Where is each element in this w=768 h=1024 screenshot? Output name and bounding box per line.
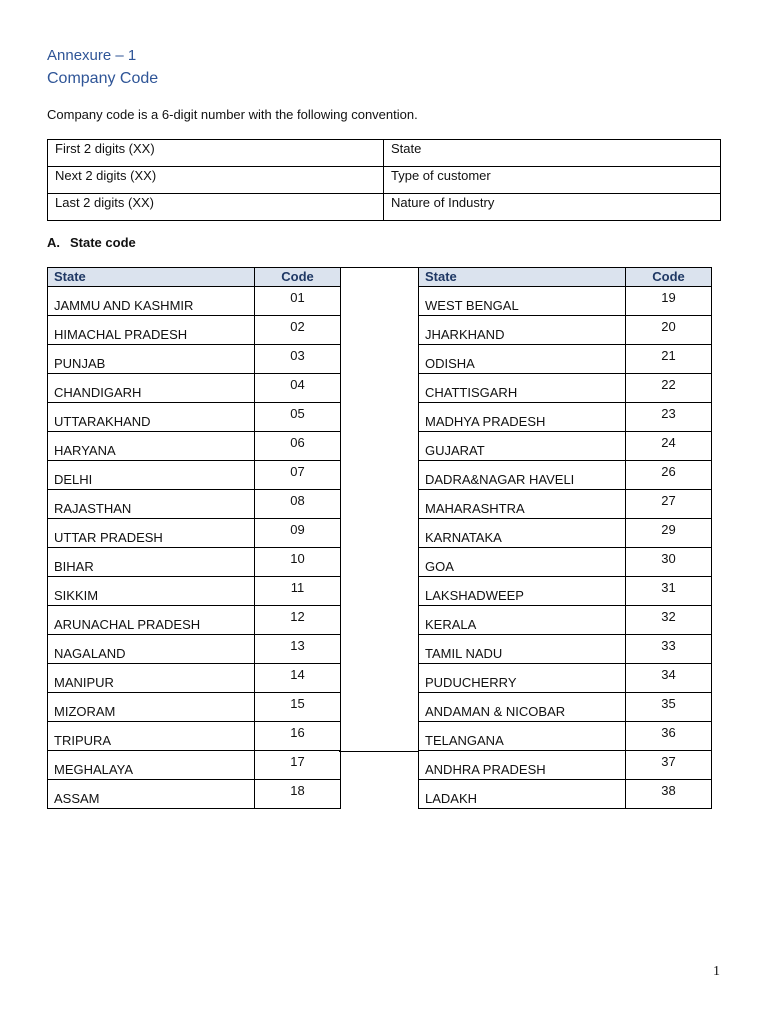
state-code-cell: 05 bbox=[255, 403, 341, 432]
state-name-cell: SIKKIM bbox=[48, 577, 255, 606]
state-code-cell: 16 bbox=[255, 722, 341, 751]
state-row bbox=[48, 316, 341, 345]
state-column-header: State bbox=[419, 268, 626, 287]
page-title: Company Code bbox=[47, 70, 159, 87]
state-row bbox=[48, 490, 341, 519]
state-row bbox=[419, 345, 712, 374]
state-row bbox=[48, 664, 341, 693]
state-code-cell: 20 bbox=[626, 316, 712, 345]
state-row bbox=[419, 751, 712, 780]
state-name-cell: BIHAR bbox=[48, 548, 255, 577]
state-name-cell: JAMMU AND KASHMIR bbox=[48, 287, 255, 316]
state-row bbox=[419, 403, 712, 432]
state-name-cell: MANIPUR bbox=[48, 664, 255, 693]
annexure-label: Annexure – 1 bbox=[47, 47, 137, 64]
state-code-cell: 06 bbox=[255, 432, 341, 461]
state-name-cell: DADRA&NAGAR HAVELI bbox=[419, 461, 626, 490]
state-row bbox=[419, 780, 712, 809]
state-code-cell: 14 bbox=[255, 664, 341, 693]
state-name-cell: MAHARASHTRA bbox=[419, 490, 626, 519]
state-code-cell: 10 bbox=[255, 548, 341, 577]
state-code-cell: 15 bbox=[255, 693, 341, 722]
state-code-cell: 32 bbox=[626, 606, 712, 635]
state-code-table-left bbox=[47, 267, 341, 809]
state-row bbox=[48, 345, 341, 374]
state-code-cell: 37 bbox=[626, 751, 712, 780]
state-code-cell: 04 bbox=[255, 374, 341, 403]
convention-row bbox=[48, 167, 721, 194]
state-name-cell: UTTAR PRADESH bbox=[48, 519, 255, 548]
state-row bbox=[48, 461, 341, 490]
state-row bbox=[48, 287, 341, 316]
state-row bbox=[419, 490, 712, 519]
convention-digits-cell: First 2 digits (XX) bbox=[48, 140, 384, 167]
state-name-cell: PUNJAB bbox=[48, 345, 255, 374]
convention-digits-cell: Next 2 digits (XX) bbox=[48, 167, 384, 194]
state-row bbox=[419, 432, 712, 461]
convention-table bbox=[47, 139, 721, 221]
state-row bbox=[48, 722, 341, 751]
state-name-cell: CHATTISGARH bbox=[419, 374, 626, 403]
section-a-title: State code bbox=[70, 235, 136, 250]
convention-meaning-cell: Type of customer bbox=[384, 167, 721, 194]
state-name-cell: MADHYA PRADESH bbox=[419, 403, 626, 432]
state-code-cell: 30 bbox=[626, 548, 712, 577]
state-code-cell: 23 bbox=[626, 403, 712, 432]
state-name-cell: HARYANA bbox=[48, 432, 255, 461]
state-code-cell: 13 bbox=[255, 635, 341, 664]
state-code-cell: 31 bbox=[626, 577, 712, 606]
state-row bbox=[419, 635, 712, 664]
state-code-table-right bbox=[418, 267, 712, 809]
state-name-cell: ARUNACHAL PRADESH bbox=[48, 606, 255, 635]
state-name-cell: KARNATAKA bbox=[419, 519, 626, 548]
state-name-cell: ODISHA bbox=[419, 345, 626, 374]
state-code-cell: 34 bbox=[626, 664, 712, 693]
state-row bbox=[48, 635, 341, 664]
state-row bbox=[419, 693, 712, 722]
state-row bbox=[48, 432, 341, 461]
state-code-cell: 36 bbox=[626, 722, 712, 751]
state-code-cell: 03 bbox=[255, 345, 341, 374]
table-gap-column bbox=[339, 267, 418, 752]
state-code-cell: 22 bbox=[626, 374, 712, 403]
state-code-cell: 17 bbox=[255, 751, 341, 780]
state-row bbox=[48, 606, 341, 635]
state-name-cell: TAMIL NADU bbox=[419, 635, 626, 664]
state-code-cell: 09 bbox=[255, 519, 341, 548]
state-row bbox=[48, 548, 341, 577]
convention-row bbox=[48, 194, 721, 221]
state-name-cell: MEGHALAYA bbox=[48, 751, 255, 780]
state-name-cell: WEST BENGAL bbox=[419, 287, 626, 316]
state-code-cell: 24 bbox=[626, 432, 712, 461]
state-row bbox=[419, 287, 712, 316]
state-name-cell: KERALA bbox=[419, 606, 626, 635]
section-a-heading bbox=[47, 235, 136, 250]
section-a-label: A. bbox=[47, 235, 60, 250]
state-name-cell: GUJARAT bbox=[419, 432, 626, 461]
state-name-cell: JHARKHAND bbox=[419, 316, 626, 345]
state-code-cell: 21 bbox=[626, 345, 712, 374]
state-code-cell: 38 bbox=[626, 780, 712, 809]
state-code-cell: 02 bbox=[255, 316, 341, 345]
state-row bbox=[48, 403, 341, 432]
state-code-cell: 26 bbox=[626, 461, 712, 490]
state-code-cell: 27 bbox=[626, 490, 712, 519]
state-column-header: State bbox=[48, 268, 255, 287]
state-row bbox=[419, 548, 712, 577]
intro-paragraph: Company code is a 6-digit number with the following convention. bbox=[47, 107, 418, 122]
state-code-cell: 12 bbox=[255, 606, 341, 635]
state-row bbox=[48, 577, 341, 606]
state-name-cell: UTTARAKHAND bbox=[48, 403, 255, 432]
state-row bbox=[48, 751, 341, 780]
state-code-cell: 29 bbox=[626, 519, 712, 548]
convention-meaning-cell: State bbox=[384, 140, 721, 167]
state-name-cell: MIZORAM bbox=[48, 693, 255, 722]
state-code-cell: 18 bbox=[255, 780, 341, 809]
state-name-cell: ANDHRA PRADESH bbox=[419, 751, 626, 780]
state-row bbox=[419, 722, 712, 751]
state-name-cell: GOA bbox=[419, 548, 626, 577]
state-row bbox=[419, 374, 712, 403]
state-name-cell: HIMACHAL PRADESH bbox=[48, 316, 255, 345]
state-row bbox=[48, 519, 341, 548]
state-code-cell: 11 bbox=[255, 577, 341, 606]
state-name-cell: PUDUCHERRY bbox=[419, 664, 626, 693]
page-number: 1 bbox=[713, 964, 720, 979]
state-row bbox=[419, 577, 712, 606]
code-column-header: Code bbox=[255, 268, 341, 287]
state-code-cell: 07 bbox=[255, 461, 341, 490]
state-name-cell: RAJASTHAN bbox=[48, 490, 255, 519]
state-name-cell: DELHI bbox=[48, 461, 255, 490]
state-name-cell: NAGALAND bbox=[48, 635, 255, 664]
state-row bbox=[419, 519, 712, 548]
convention-row bbox=[48, 140, 721, 167]
state-row bbox=[419, 461, 712, 490]
state-row bbox=[48, 693, 341, 722]
state-row bbox=[48, 374, 341, 403]
code-column-header: Code bbox=[626, 268, 712, 287]
state-code-cell: 19 bbox=[626, 287, 712, 316]
convention-meaning-cell: Nature of Industry bbox=[384, 194, 721, 221]
state-code-cell: 01 bbox=[255, 287, 341, 316]
state-row bbox=[419, 316, 712, 345]
state-code-cell: 08 bbox=[255, 490, 341, 519]
state-code-cell: 33 bbox=[626, 635, 712, 664]
state-name-cell: ASSAM bbox=[48, 780, 255, 809]
state-name-cell: LAKSHADWEEP bbox=[419, 577, 626, 606]
state-row bbox=[419, 664, 712, 693]
state-name-cell: TRIPURA bbox=[48, 722, 255, 751]
state-row bbox=[419, 606, 712, 635]
state-name-cell: LADAKH bbox=[419, 780, 626, 809]
state-name-cell: CHANDIGARH bbox=[48, 374, 255, 403]
state-name-cell: ANDAMAN & NICOBAR bbox=[419, 693, 626, 722]
state-code-cell: 35 bbox=[626, 693, 712, 722]
state-row bbox=[48, 780, 341, 809]
state-name-cell: TELANGANA bbox=[419, 722, 626, 751]
convention-digits-cell: Last 2 digits (XX) bbox=[48, 194, 384, 221]
